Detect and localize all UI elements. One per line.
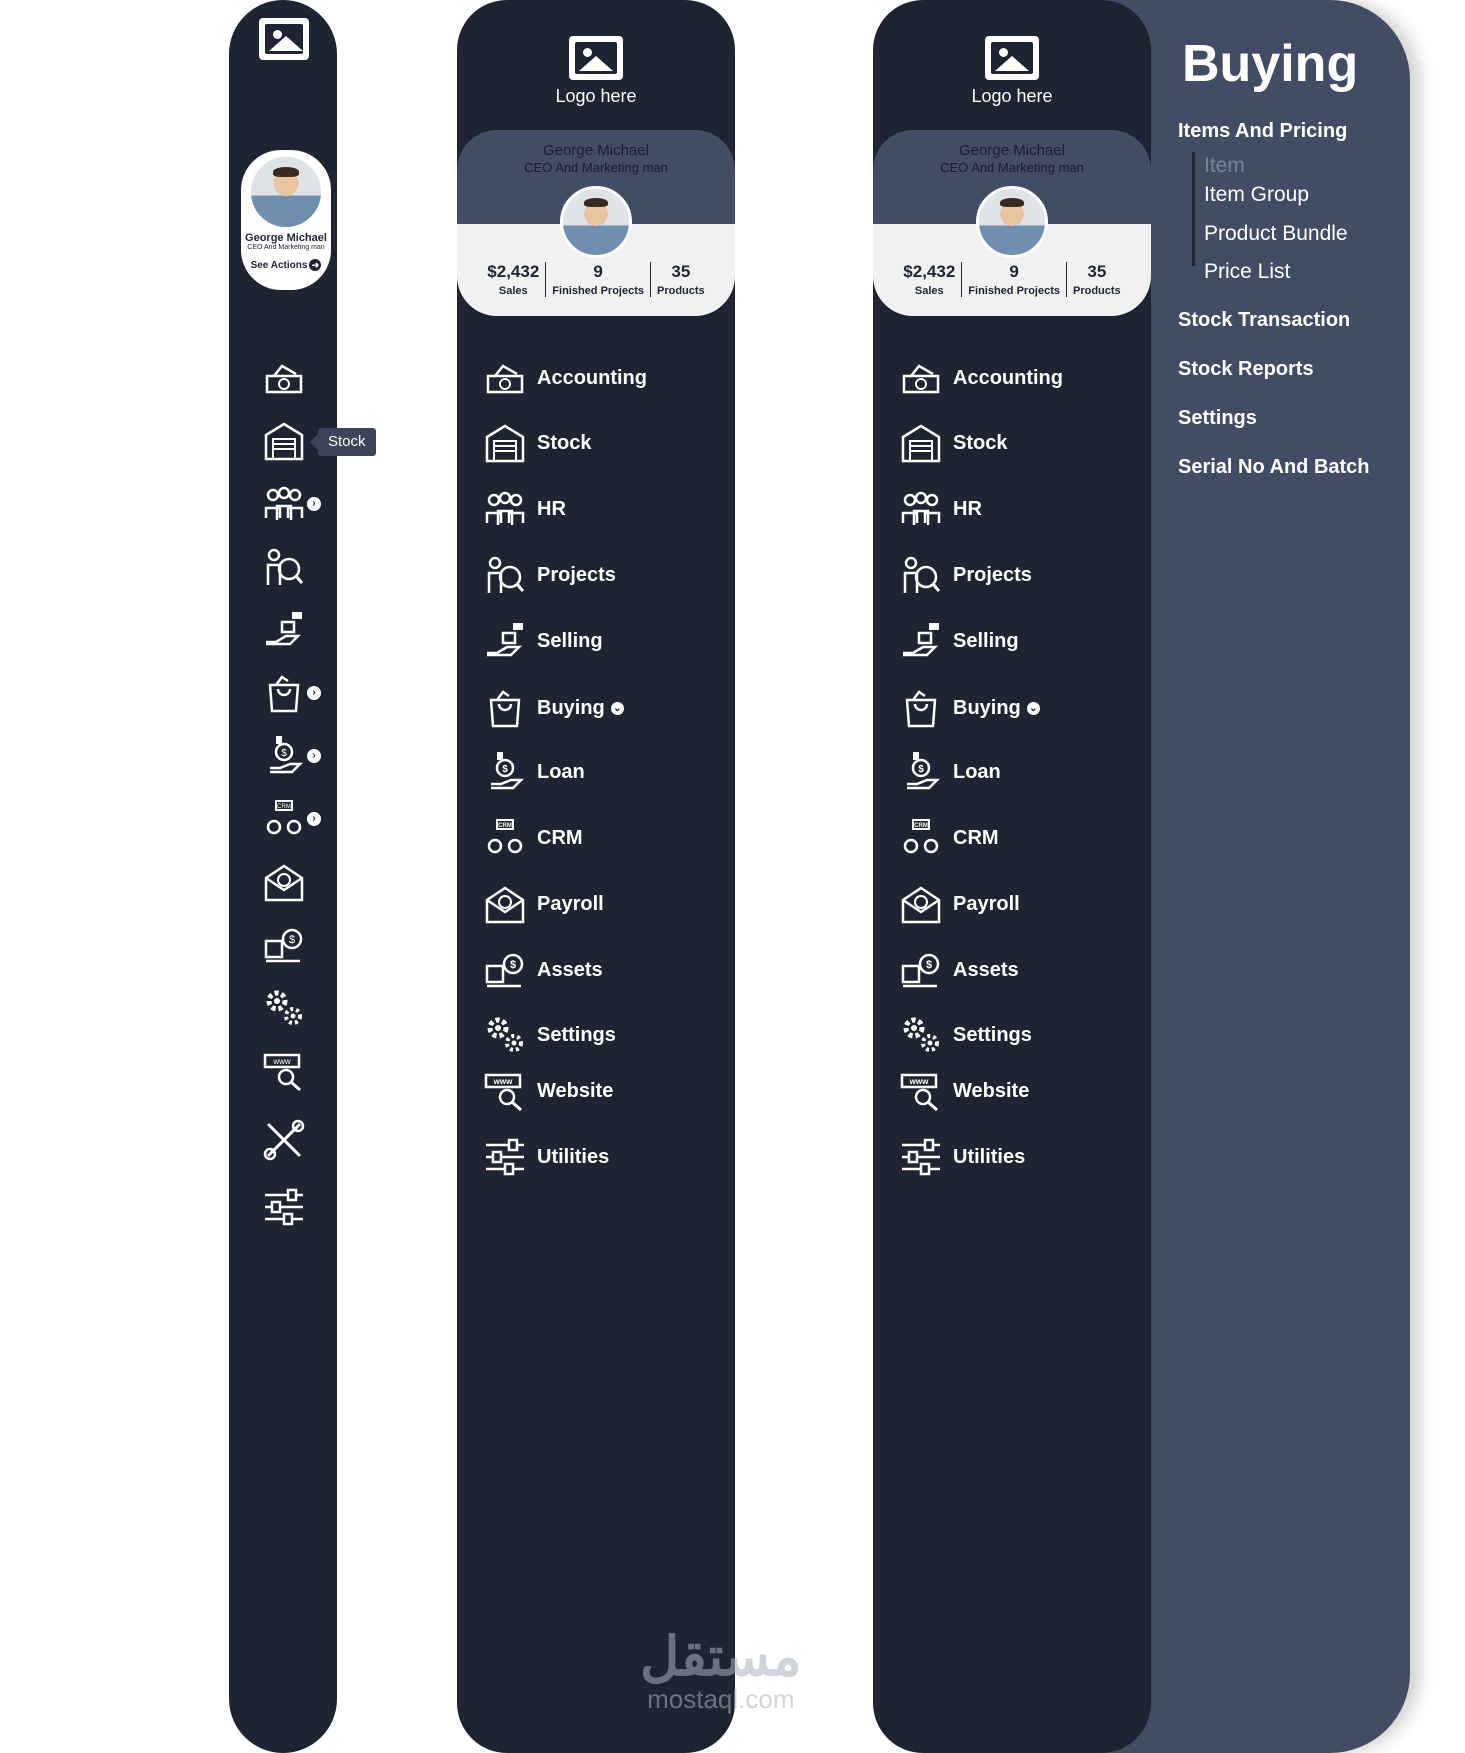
hand-box-icon [483,619,537,663]
crm-icon [483,816,537,860]
menu-item-label: HR [537,497,566,520]
svg-text:$: $ [502,764,508,775]
stat-products: 35 Products [1066,262,1127,297]
menu-item-label: Selling [537,629,603,652]
analytics-icon[interactable] [262,545,306,589]
sliders-icon [483,1135,537,1179]
analytics-icon [899,553,953,597]
envelope-money-icon [899,882,953,926]
menu-item-utilities[interactable] [483,1135,609,1179]
www-search-icon [899,1069,953,1113]
menu-item-label: Projects [537,563,616,586]
envelope-money-icon[interactable] [262,860,306,904]
arrow-right-icon: › [307,686,321,700]
image-icon [985,36,1039,80]
people-icon [899,487,953,531]
menu-item-utilities[interactable] [899,1135,1025,1179]
menu-item-label: Buying [953,696,1021,719]
money-hand-icon[interactable] [262,734,306,778]
menu-item-selling[interactable] [899,619,1019,663]
stat-projects: 9 Finished Projects [961,262,1066,297]
stat-projects: 9 Finished Projects [545,262,650,297]
analytics-icon [483,553,537,597]
menu-item-label: Accounting [953,366,1063,389]
logo[interactable] [873,36,1151,107]
flyout-items-and-pricing[interactable]: Items And Pricing [1178,120,1348,142]
money-register-icon[interactable] [262,356,306,400]
money-register-icon [483,356,537,400]
people-icon [483,487,537,531]
shopping-bag-icon[interactable] [262,671,306,715]
svg-text:$: $ [925,959,933,971]
menu-item-selling[interactable] [483,619,603,663]
logo-text: Logo here [555,86,637,106]
watermark: مستقل mostaql.com [640,1627,802,1714]
menu-item-loan[interactable] [483,750,585,794]
profile-card [457,130,735,316]
menu-item-stock[interactable] [483,421,591,465]
menu-item-payroll[interactable] [899,882,1020,926]
menu-item-crm[interactable] [483,816,583,860]
menu-item-payroll[interactable] [483,882,604,926]
avatar [976,186,1048,258]
svg-text:$: $ [281,748,287,759]
menu-item-label: HR [953,497,982,520]
menu-item-label: Loan [953,760,1001,783]
sliders-icon[interactable] [262,1185,306,1229]
flyout-serial-no-and-batch[interactable]: Serial No And Batch [1178,456,1370,478]
assets-icon[interactable] [262,923,306,967]
menu-item-crm[interactable] [899,816,999,860]
menu-item-stock[interactable] [899,421,1007,465]
menu-item-label: Settings [537,1023,616,1046]
menu-item-settings[interactable] [899,1013,1032,1057]
chevron-down-icon: ⌄ [1027,702,1040,715]
avatar [560,186,632,258]
svg-text:$: $ [918,764,924,775]
money-register-icon [899,356,953,400]
menu-item-label: Buying [537,696,605,719]
menu-item-projects[interactable] [483,553,616,597]
menu-item-accounting[interactable] [899,356,1063,400]
menu-item-buying[interactable] [899,686,1040,730]
svg-text:CRM: CRM [498,823,512,829]
mini-user-role: CEO And Marketing man [247,244,325,251]
menu-item-label: CRM [953,826,999,849]
warehouse-icon [899,421,953,465]
menu-item-hr[interactable] [483,487,566,531]
avatar [248,154,324,230]
menu-item-website[interactable] [483,1069,613,1113]
logo[interactable] [457,36,735,107]
see-actions-button[interactable]: See Actions ➜ [251,259,322,271]
user-role: CEO And Marketing man [524,160,668,175]
menu-item-label: Settings [953,1023,1032,1046]
money-hand-icon [483,750,537,794]
menu-item-label: Payroll [537,892,604,915]
stats-row [873,262,1151,297]
svg-text:www: www [909,1077,929,1086]
menu-item-label: Payroll [953,892,1020,915]
menu-item-assets[interactable] [899,948,1019,992]
money-hand-icon [899,750,953,794]
stock-tooltip: Stock [318,428,376,456]
svg-text:CRM: CRM [914,823,928,829]
tools-icon[interactable] [262,1118,306,1162]
gears-icon[interactable] [262,986,306,1030]
sliders-icon [899,1135,953,1179]
svg-text:www: www [273,1057,291,1066]
arrow-right-icon: › [307,497,321,511]
menu-item-label: Utilities [537,1145,610,1168]
menu-item-loan[interactable] [899,750,1001,794]
logo-image-icon[interactable] [259,18,309,60]
hand-box-icon [899,619,953,663]
flyout-sub-price-list[interactable]: Price List [1204,260,1291,283]
warehouse-icon[interactable] [262,419,306,463]
stats-row [457,262,735,297]
menu-item-accounting[interactable] [483,356,647,400]
stat-sales: $2,432 Sales [903,262,956,297]
menu-item-label: Projects [953,563,1032,586]
stat-products: 35 Products [650,262,711,297]
hand-box-icon[interactable] [262,608,306,652]
image-icon [569,36,623,80]
www-search-icon [483,1069,537,1113]
envelope-money-icon [483,882,537,926]
user-role: CEO And Marketing man [940,160,1084,175]
flyout-sub-divider [1192,152,1195,266]
profile-card [873,130,1151,316]
menu-item-label: Assets [537,958,603,981]
shopping-bag-icon [483,686,537,730]
shopping-bag-icon [899,686,953,730]
gears-icon [899,1013,953,1057]
menu-item-hr[interactable] [899,487,982,531]
svg-text:$: $ [509,959,517,971]
flyout-stock-reports[interactable]: Stock Reports [1178,358,1314,380]
menu-item-label: Assets [953,958,1019,981]
www-search-icon[interactable] [262,1049,306,1093]
logo-text: Logo here [971,86,1053,106]
user-name: George Michael [959,142,1065,159]
people-icon[interactable] [262,482,306,526]
svg-text:www: www [493,1077,513,1086]
flyout-sub-item[interactable]: Item [1204,154,1245,177]
assets-icon [899,948,953,992]
gears-icon [483,1013,537,1057]
menu-item-label: Selling [953,629,1019,652]
mini-profile-card [241,150,331,290]
menu-item-label: Website [537,1079,614,1102]
stat-sales: $2,432 Sales [487,262,540,297]
flyout-sub-product-bundle[interactable]: Product Bundle [1204,222,1348,245]
arrow-right-icon: › [307,812,321,826]
warehouse-icon [483,421,537,465]
menu-item-buying[interactable] [483,686,624,730]
svg-text:CRM: CRM [277,804,291,810]
menu-item-label: Loan [537,760,585,783]
assets-icon [483,948,537,992]
user-name: George Michael [543,142,649,159]
flyout-stock-transaction[interactable]: Stock Transaction [1178,309,1351,331]
crm-icon [899,816,953,860]
svg-text:$: $ [288,934,296,946]
flyout-title: Buying [1182,35,1359,93]
chevron-down-icon: ⌄ [611,702,624,715]
menu-item-label: CRM [537,826,583,849]
flyout-settings[interactable]: Settings [1178,407,1257,429]
flyout-sub-item-group[interactable]: Item Group [1204,183,1310,206]
menu-item-label: Website [953,1079,1030,1102]
menu-item-website[interactable] [899,1069,1029,1113]
arrow-right-icon: › [307,749,321,763]
arrow-right-icon: ➜ [309,259,321,271]
menu-item-label: Stock [953,431,1008,454]
menu-item-settings[interactable] [483,1013,616,1057]
menu-item-label: Stock [537,431,592,454]
menu-item-label: Accounting [537,366,647,389]
menu-item-assets[interactable] [483,948,603,992]
crm-icon[interactable] [262,797,306,841]
menu-item-label: Utilities [953,1145,1026,1168]
mini-user-name: George Michael [245,232,327,244]
menu-item-projects[interactable] [899,553,1032,597]
